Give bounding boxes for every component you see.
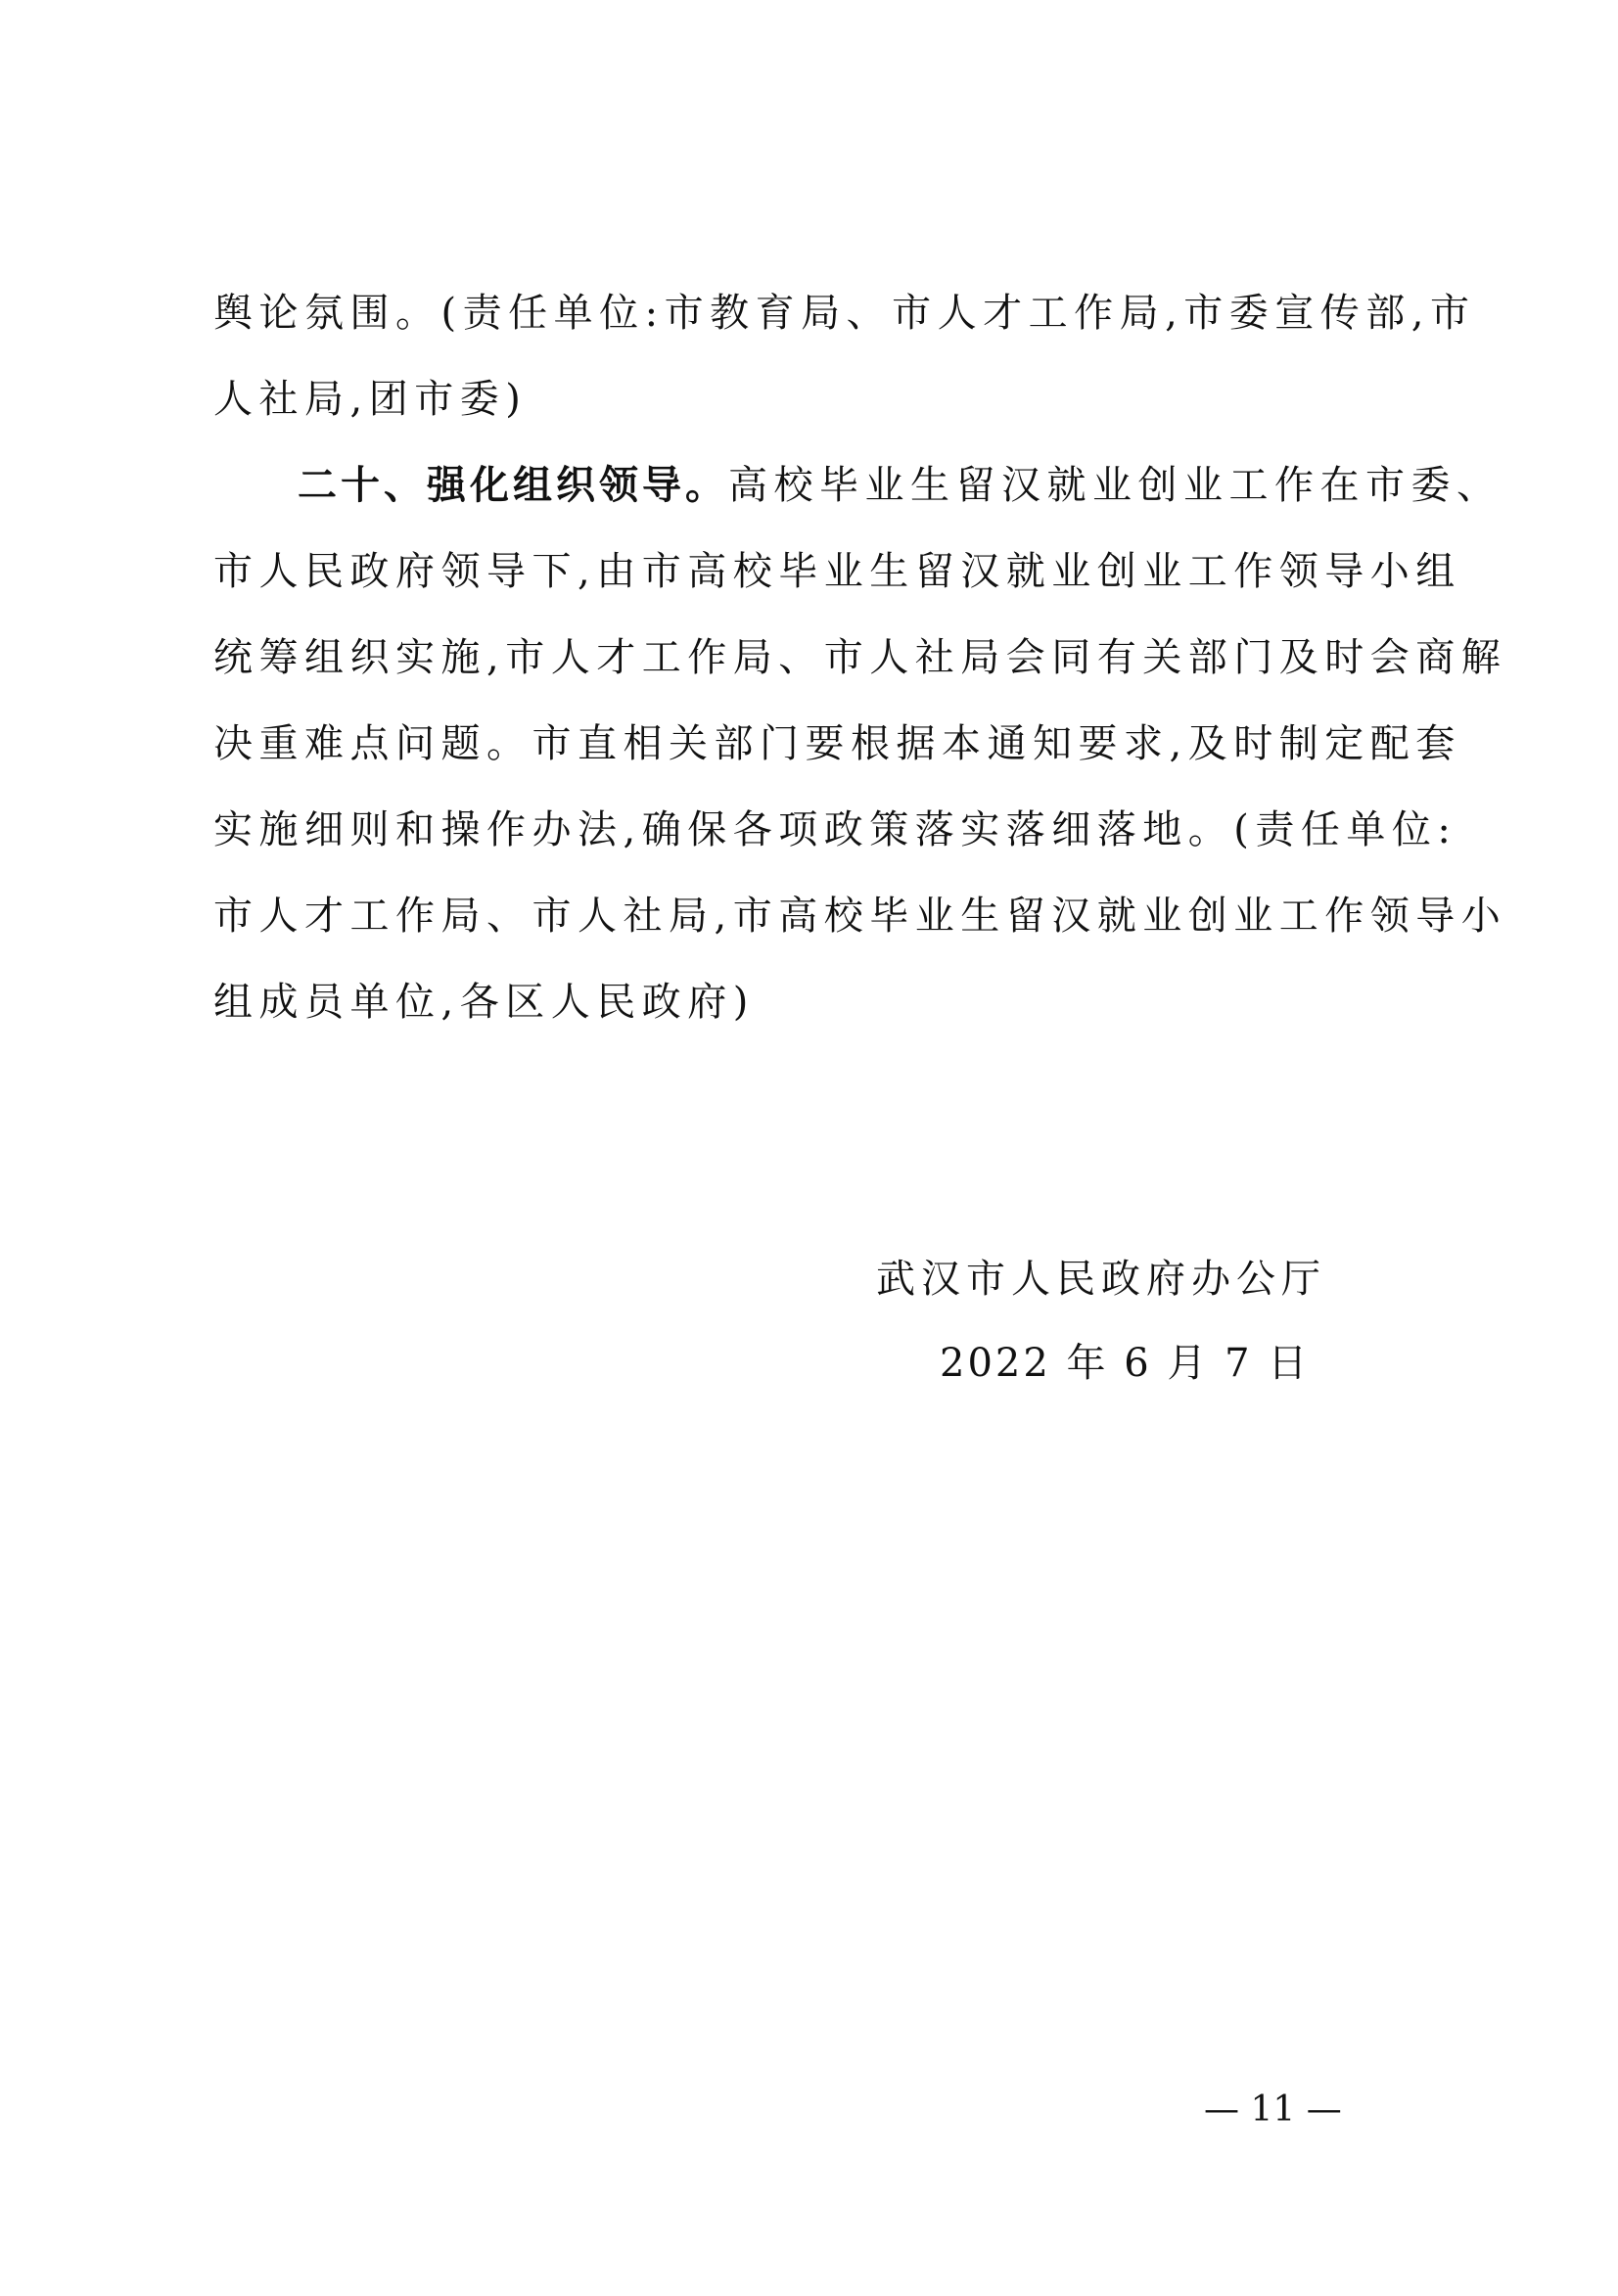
issue-date: 2022 年 6 月 7 日 [940, 1341, 1311, 1386]
issuer-signature: 武汉市人民政府办公厅 [876, 1257, 1326, 1302]
paragraph-continuation-line-2: 人社局,团市委) [213, 377, 528, 422]
section-twenty-line-5: 实施细则和操作办法,确保各项政策落实落细落地。(责任单位: [213, 807, 1457, 852]
section-twenty-line-1-text: 高校毕业生留汉就业创业工作在市委、 [728, 463, 1502, 508]
section-twenty-line-3: 统筹组织实施,市人才工作局、市人社局会同有关部门及时会商解 [213, 635, 1507, 680]
section-twenty-line-2: 市人民政府领导下,由市高校毕业生留汉就业创业工作领导小组 [213, 549, 1461, 594]
section-twenty-line-6: 市人才工作局、市人社局,市高校毕业生留汉就业创业工作领导小 [213, 894, 1507, 939]
section-twenty-heading: 二十、强化组织领导。 [298, 463, 728, 508]
page-number: — 11 — [1204, 2089, 1342, 2130]
paragraph-continuation-line-1: 舆论氛围。(责任单位:市教育局、市人才工作局,市委宣传部,市 [213, 291, 1476, 336]
section-twenty-line-1 [213, 441, 1502, 529]
section-twenty-line-7: 组成员单位,各区人民政府) [213, 980, 755, 1025]
section-twenty-line-4: 决重难点问题。市直相关部门要根据本通知要求,及时制定配套 [213, 721, 1461, 766]
